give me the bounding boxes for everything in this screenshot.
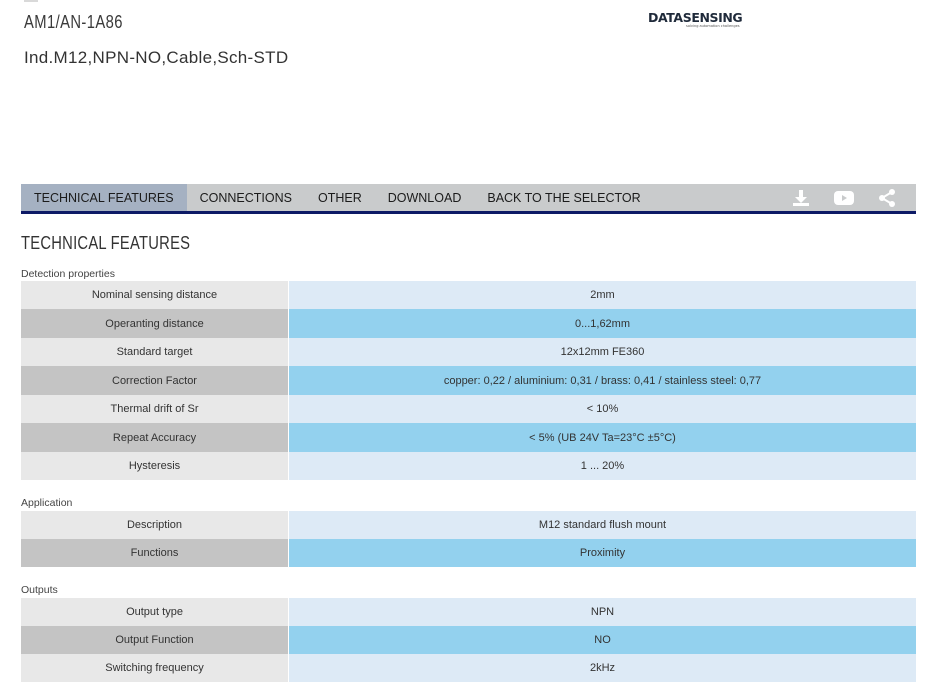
row-value: copper: 0,22 / aluminium: 0,31 / brass: 0,41 / stainless steel: 0,77 xyxy=(289,366,916,395)
row-value: 1 ... 20% xyxy=(289,452,916,480)
tab-download[interactable]: DOWNLOAD xyxy=(387,190,462,205)
tab-technical-features[interactable]: TECHNICAL FEATURES xyxy=(21,184,187,211)
row-value: M12 standard flush mount xyxy=(289,511,916,539)
table-row xyxy=(21,281,916,309)
group-title-application: Application xyxy=(21,497,73,509)
row-value: < 10% xyxy=(289,395,916,423)
row-value: Proximity xyxy=(289,539,916,567)
table-row xyxy=(21,366,916,395)
product-code: AM1/AN-1A86 xyxy=(24,12,123,32)
row-value: 2kHz xyxy=(289,654,916,682)
row-value: 0...1,62mm xyxy=(289,309,916,338)
group-title-detection: Detection properties xyxy=(21,268,115,280)
top-divider xyxy=(24,0,38,2)
table-application xyxy=(21,511,916,567)
table-row xyxy=(21,511,916,539)
row-label: Standard target xyxy=(21,338,289,366)
row-label: Nominal sensing distance xyxy=(21,281,289,309)
table-row xyxy=(21,598,916,626)
row-label: Description xyxy=(21,511,289,539)
table-detection-properties xyxy=(21,281,916,480)
tab-icon-group xyxy=(779,184,916,211)
row-value: NO xyxy=(289,626,916,654)
brand-tagline: solving automation challenges xyxy=(686,24,740,28)
youtube-icon[interactable] xyxy=(822,184,865,211)
table-row xyxy=(21,423,916,452)
row-label: Hysteresis xyxy=(21,452,289,480)
row-value: < 5% (UB 24V Ta=23°C ±5°C) xyxy=(289,423,916,452)
row-label: Output Function xyxy=(21,626,289,654)
row-label: Switching frequency xyxy=(21,654,289,682)
row-label: Thermal drift of Sr xyxy=(21,395,289,423)
brand-name: DATASENSING xyxy=(648,10,743,25)
table-row xyxy=(21,309,916,338)
table-row xyxy=(21,395,916,423)
row-value: NPN xyxy=(289,598,916,626)
table-row xyxy=(21,452,916,480)
tab-connections[interactable]: CONNECTIONS xyxy=(199,190,292,205)
brand-logo[interactable] xyxy=(648,10,743,32)
row-value: 2mm xyxy=(289,281,916,309)
table-row xyxy=(21,654,916,682)
table-outputs xyxy=(21,598,916,682)
row-label: Output type xyxy=(21,598,289,626)
table-row xyxy=(21,539,916,567)
row-value: 12x12mm FE360 xyxy=(289,338,916,366)
group-title-outputs: Outputs xyxy=(21,584,58,596)
row-label: Correction Factor xyxy=(21,366,289,395)
product-description: Ind.M12,NPN-NO,Cable,Sch-STD xyxy=(24,48,289,67)
download-icon[interactable] xyxy=(779,184,822,211)
tab-other[interactable]: OTHER xyxy=(317,190,362,205)
tab-back-to-selector[interactable]: BACK TO THE SELECTOR xyxy=(487,190,641,205)
table-row xyxy=(21,338,916,366)
share-icon[interactable] xyxy=(865,184,908,211)
table-row xyxy=(21,626,916,654)
row-label: Operanting distance xyxy=(21,309,289,338)
tab-bar xyxy=(21,184,916,214)
row-label: Repeat Accuracy xyxy=(21,423,289,452)
section-title: TECHNICAL FEATURES xyxy=(21,233,191,253)
row-label: Functions xyxy=(21,539,289,567)
